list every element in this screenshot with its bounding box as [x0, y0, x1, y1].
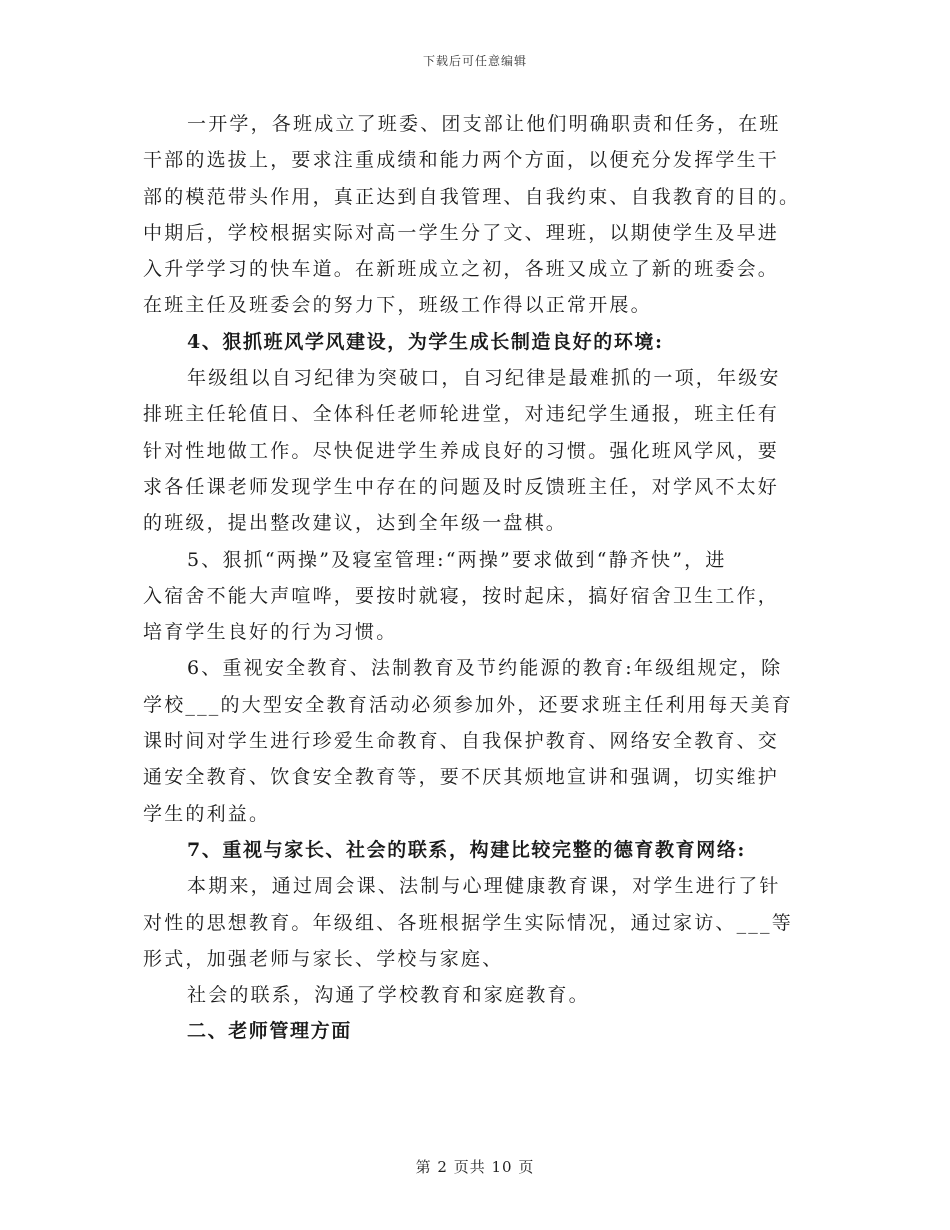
paragraph-line: 对性的思想教育。年级组、各班根据学生实际情况，通过家访、___等: [143, 911, 793, 934]
paragraph-line: 入宿舍不能大声喧哗，要按时就寝，按时起床，搞好宿舍卫生工作，: [143, 584, 780, 607]
paragraph-line: 6、重视安全教育、法制教育及节约能源的教育:年级组规定，除: [187, 657, 783, 680]
paragraph-line: 一开学，各班成立了班委、团支部让他们明确职责和任务，在班: [187, 113, 781, 135]
paragraph-line: 学校___的大型安全教育活动必须参加外，还要求班主任利用每天美育: [143, 693, 793, 716]
paragraph-line: 在班主任及班委会的努力下，班级工作得以正常开展。: [143, 294, 652, 317]
paragraph-line: 学生的利益。: [143, 802, 271, 825]
paragraph-line: 部的模范带头作用，真正达到自我管理、自我约束、自我教育的目的。: [143, 185, 801, 208]
section-heading: 二、老师管理方面: [187, 1020, 352, 1043]
paragraph-line: 干部的选拔上，要求注重成绩和能力两个方面，以便充分发挥学生干: [143, 149, 780, 172]
page-header: 下载后可任意编辑: [422, 54, 527, 68]
section-heading: 7、重视与家长、社会的联系，构建比较完整的德育教育网络:: [187, 838, 747, 861]
paragraph-line: 排班主任轮值日、全体科任老师轮进堂，对违纪学生通报，班主任有: [143, 403, 780, 426]
document-body: [143, 106, 813, 1050]
paragraph-line: 年级组以自习纪律为突破口，自习纪律是最难抓的一项，年级安: [187, 367, 781, 390]
paragraph-line: 本期来，通过周会课、法制与心理健康教育课，对学生进行了针: [187, 875, 781, 898]
paragraph-line: 课时间对学生进行珍爱生命教育、自我保护教育、网络安全教育、交: [143, 730, 780, 753]
paragraph-line: 的班级，提出整改建议，达到全年级一盘棋。: [143, 512, 568, 535]
paragraph-line: 社会的联系，沟通了学校教育和家庭教育。: [187, 984, 590, 1007]
paragraph-line: 入升学学习的快车道。在新班成立之初，各班又成立了新的班委会。: [143, 258, 780, 281]
section-heading: 4、狠抓班风学风建设，为学生成长制造良好的环境:: [187, 330, 664, 353]
paragraph-line: 求各任课老师发现学生中存在的问题及时反馈班主任，对学风不太好: [143, 475, 780, 498]
paragraph-line: 形式，加强老师与家长、学校与家庭、: [143, 947, 504, 970]
paragraph-line: 针对性地做工作。尽快促进学生养成良好的习惯。强化班风学风，要: [143, 439, 780, 462]
paragraph-line: 5、狠抓“两操”及寝室管理:“两操”要求做到“静齐快”，进: [187, 548, 727, 571]
paragraph-line: 中期后，学校根据实际对高一学生分了文、理班，以期使学生及早进: [143, 221, 780, 244]
paragraph-line: 通安全教育、饮食安全教育等，要不厌其烦地宣讲和强调，切实维护: [143, 766, 780, 789]
page-footer: 第 2 页共 10 页: [415, 1158, 535, 1176]
paragraph-line: 培育学生良好的行为习惯。: [143, 621, 398, 644]
